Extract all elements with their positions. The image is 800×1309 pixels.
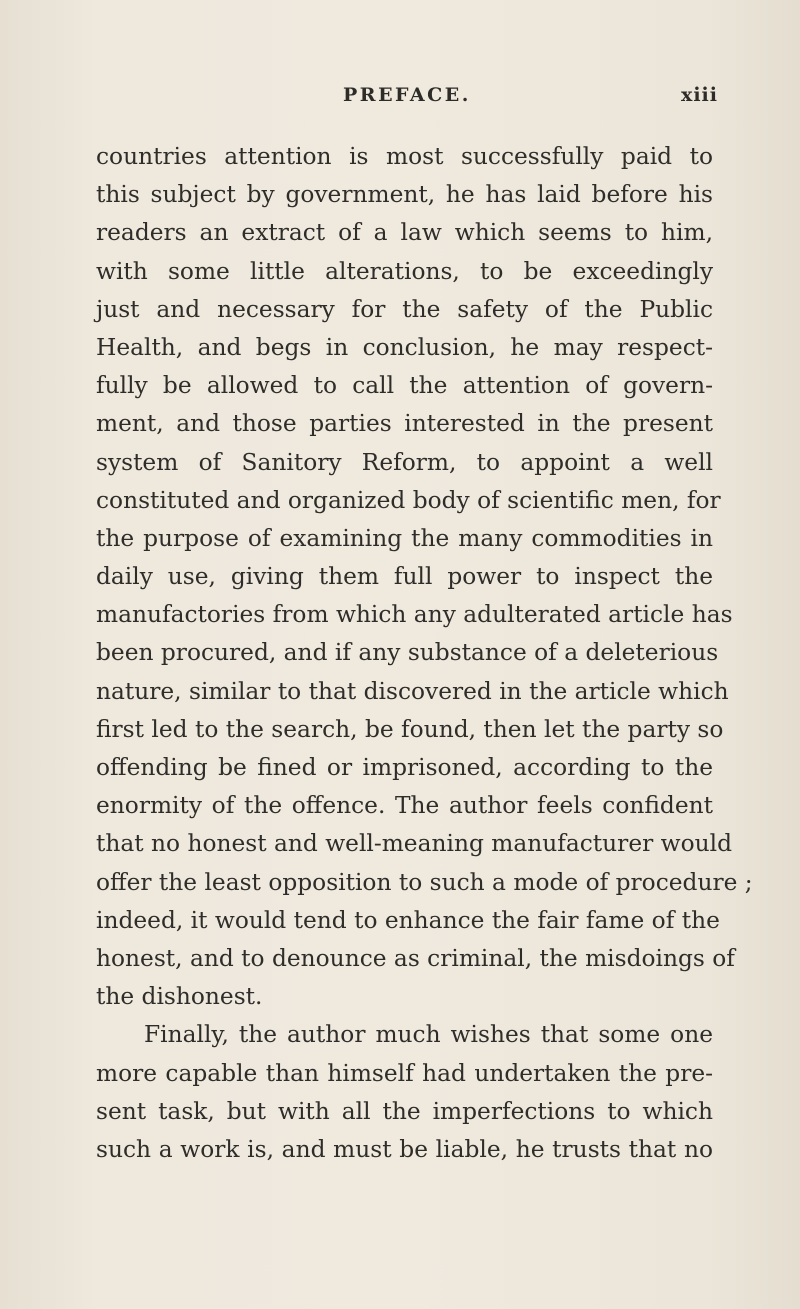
text-line: this subject by government, he has laid before his (96, 181, 713, 209)
text-line: enormity of the offence. The author feels confident (96, 792, 713, 820)
text-line: offer the least opposition to such a mode of procedure ; (96, 868, 753, 896)
text-line: offending be fined or imprisoned, according to the (96, 754, 713, 781)
text-line: constituted and organized body of scientific men, for (96, 486, 721, 514)
text-line: honest, and to denounce as criminal, the misdoings of (96, 944, 735, 972)
text-line: the dishonest. (96, 983, 263, 1011)
page-number: xiii (681, 84, 718, 106)
body-text (96, 138, 753, 1169)
text-line: Health, and begs in conclusion, he may respect- (96, 333, 713, 361)
text-line: ment, and those parties interested in the present (96, 410, 713, 438)
text-line: daily use, giving them full power to inspect the (96, 563, 713, 591)
text-line: manufactories from which any adulterated article has (96, 601, 733, 629)
running-title: PREFACE. (343, 84, 471, 106)
running-header (0, 84, 800, 118)
text-line: the purpose of examining the many commodities in (96, 524, 713, 552)
text-line: indeed, it would tend to enhance the fair fame of the (96, 906, 720, 934)
text-line: more capable than himself had undertaken the pre- (96, 1059, 713, 1087)
text-line: Finally, the author much wishes that some one (144, 1021, 713, 1049)
text-line: just and necessary for the safety of the Public (96, 295, 713, 323)
text-line: readers an extract of a law which seems to him, (96, 219, 713, 247)
text-line: first led to the search, be found, then let the party so (96, 715, 724, 743)
text-line: been procured, and if any substance of a deleterious (96, 639, 719, 667)
text-line: with some little alterations, to be exceedingly (96, 257, 713, 285)
text-line: nature, similar to that discovered in the article which (96, 677, 729, 705)
text-line: such a work is, and must be liable, he trusts that no (96, 1135, 713, 1163)
text-line: countries attention is most successfully paid to (96, 143, 713, 170)
text-line: fully be allowed to call the attention of govern- (96, 372, 713, 400)
text-line: system of Sanitory Reform, to appoint a well (96, 448, 713, 476)
text-line: that no honest and well-meaning manufacturer would (96, 830, 732, 858)
text-line: sent task, but with all the imperfections to which (96, 1097, 713, 1125)
